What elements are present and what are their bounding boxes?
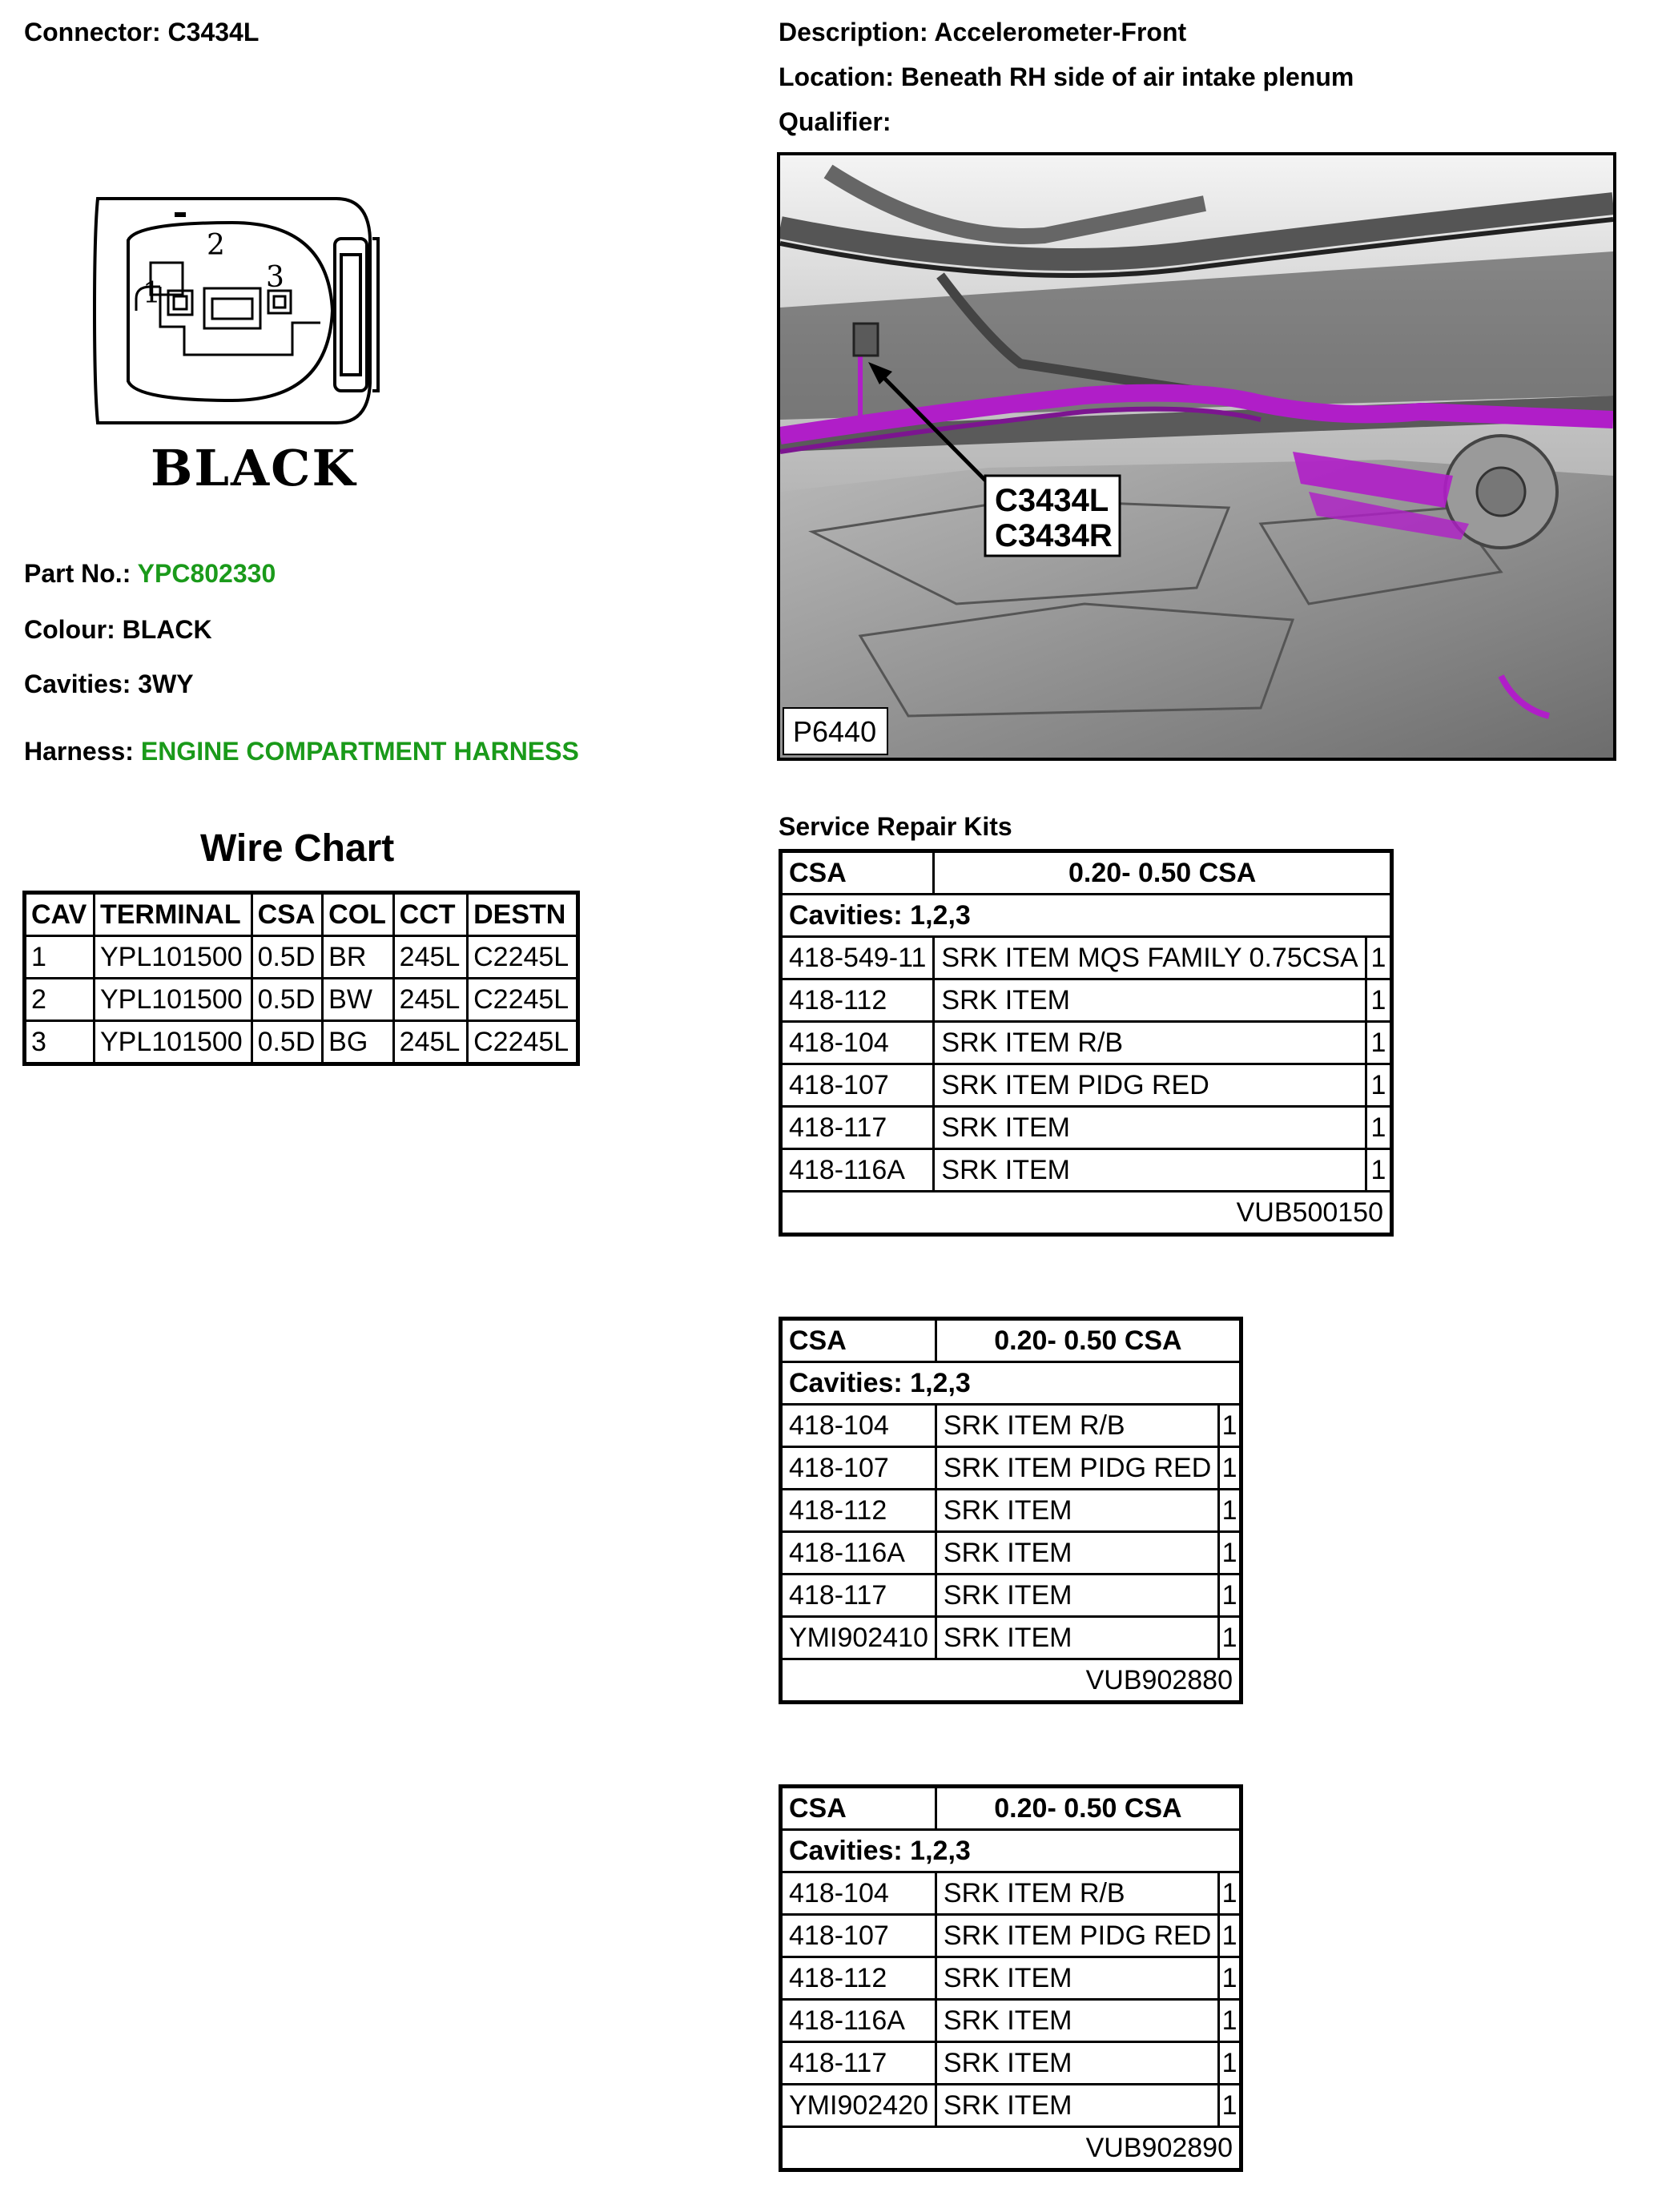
kit-header-row: CSA 0.20- 0.50 CSA	[781, 1787, 1241, 1830]
photo-callout-c3434r: C3434R	[995, 518, 1113, 553]
harness-link[interactable]: ENGINE COMPARTMENT HARNESS	[140, 737, 579, 766]
pin-label-3: 3	[266, 261, 284, 294]
connector-colour-caption: BLACK	[151, 439, 357, 497]
table-row: 418-112 SRK ITEM 1	[781, 1957, 1241, 2000]
kit-header-row: CSA 0.20- 0.50 CSA	[781, 851, 1392, 895]
harness-line: Harness: ENGINE COMPARTMENT HARNESS	[24, 737, 579, 766]
connector-id: C3434L	[167, 18, 260, 46]
table-row: 418-107 SRK ITEM PIDG RED 1	[781, 1447, 1241, 1490]
table-row: 418-112 SRK ITEM 1	[781, 1490, 1241, 1532]
table-row: 3 YPL101500 0.5D BG 245L C2245L	[25, 1021, 578, 1064]
table-row: 2 YPL101500 0.5D BW 245L C2245L	[25, 979, 578, 1021]
description-heading: Description: Accelerometer-Front	[779, 18, 1187, 46]
table-row: 418-117 SRK ITEM 1	[781, 2042, 1241, 2085]
table-row: 418-117 SRK ITEM 1	[781, 1575, 1241, 1617]
table-row: 418-104 SRK ITEM R/B 1	[781, 1022, 1392, 1064]
cavities-line: Cavities: 3WY	[24, 670, 194, 698]
wire-chart-header-row	[25, 893, 578, 936]
kit-number-row: VUB902880	[781, 1659, 1241, 1703]
wire-chart-title: Wire Chart	[200, 827, 395, 870]
kit-cavities-row: Cavities: 1,2,3	[781, 1362, 1241, 1405]
location-heading: Location: Beneath RH side of air intake plenum	[779, 62, 1354, 91]
kit-header-row: CSA 0.20- 0.50 CSA	[781, 1319, 1241, 1362]
table-row: 418-117 SRK ITEM 1	[781, 1107, 1392, 1149]
location-photo	[777, 152, 1616, 761]
connector-heading: Connector: C3434L	[24, 18, 260, 46]
pin-label-2: 2	[207, 229, 225, 262]
col-header-col: COL	[323, 893, 394, 936]
col-header-cct: CCT	[393, 893, 467, 936]
table-row: YMI902420 SRK ITEM 1	[781, 2085, 1241, 2127]
kit-cavities-row: Cavities: 1,2,3	[781, 895, 1392, 937]
colour-line: Colour: BLACK	[24, 615, 212, 644]
table-row: 418-549-11 SRK ITEM MQS FAMILY 0.75CSA 1	[781, 937, 1392, 979]
wire-chart-table	[22, 891, 580, 1066]
repair-kit-table-2	[779, 1317, 1243, 1704]
col-header-cav: CAV	[25, 893, 95, 936]
qualifier-heading: Qualifier:	[779, 107, 891, 136]
service-repair-kits-title: Service Repair Kits	[779, 812, 1012, 841]
table-row: 418-116A SRK ITEM 1	[781, 1532, 1241, 1575]
photo-figure-id: P6440	[793, 715, 877, 748]
col-header-terminal: TERMINAL	[94, 893, 252, 936]
kit-number-row: VUB902890	[781, 2127, 1241, 2170]
table-row: 418-104 SRK ITEM R/B 1	[781, 1872, 1241, 1915]
part-no-link[interactable]: YPC802330	[137, 559, 276, 588]
col-header-destn: DESTN	[468, 893, 578, 936]
part-no-line: Part No.: YPC802330	[24, 559, 276, 588]
pin-label-1: 1	[143, 277, 161, 310]
table-row: 1 YPL101500 0.5D BR 245L C2245L	[25, 936, 578, 979]
photo-callout-c3434l: C3434L	[995, 483, 1109, 518]
table-row: 418-116A SRK ITEM 1	[781, 1149, 1392, 1192]
col-header-csa: CSA	[252, 893, 323, 936]
table-row: 418-116A SRK ITEM 1	[781, 2000, 1241, 2042]
repair-kit-table-1	[779, 849, 1394, 1237]
table-row: 418-112 SRK ITEM 1	[781, 979, 1392, 1022]
repair-kit-table-3	[779, 1784, 1243, 2172]
kit-number-row: VUB500150	[781, 1192, 1392, 1235]
table-row: 418-107 SRK ITEM PIDG RED 1	[781, 1915, 1241, 1957]
table-row: YMI902410 SRK ITEM 1	[781, 1617, 1241, 1659]
connector-face-diagram	[80, 191, 384, 431]
table-row: 418-104 SRK ITEM R/B 1	[781, 1405, 1241, 1447]
kit-cavities-row: Cavities: 1,2,3	[781, 1830, 1241, 1872]
table-row: 418-107 SRK ITEM PIDG RED 1	[781, 1064, 1392, 1107]
